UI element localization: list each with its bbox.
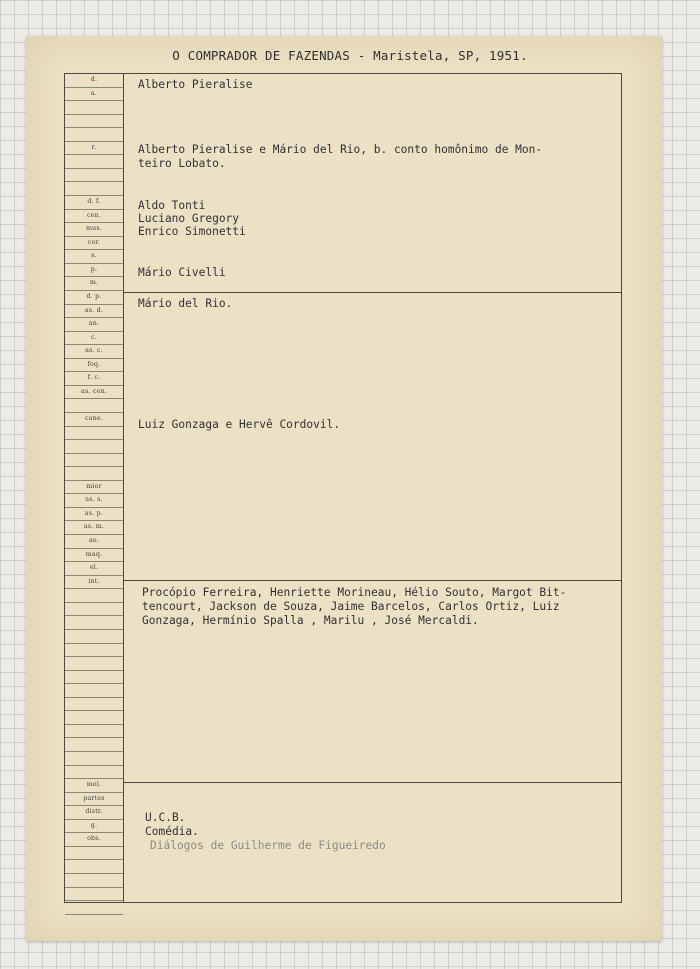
card-title: O COMPRADOR DE FAZENDAS - Maristela, SP, 1951. <box>172 48 528 63</box>
label-cell: g. <box>65 820 123 834</box>
observations-entry: Diálogos de Guilherme de Figueiredo <box>150 839 386 852</box>
label-cell <box>65 888 123 902</box>
label-cell: foq. <box>65 359 123 373</box>
label-cell <box>65 698 123 712</box>
label-cell: ae. <box>65 535 123 549</box>
script-entry-line1: Alberto Pieralise e Mário del Rio, b. conto homônimo de Mon- <box>138 143 543 156</box>
script-entry-line2: teiro Lobato. <box>138 157 226 170</box>
cast-entry-line1: Procópio Ferreira, Henriette Morineau, Hélio Souto, Margot Bit- <box>142 586 567 599</box>
label-cell <box>65 766 123 780</box>
label-cell <box>65 874 123 888</box>
label-cell: d. <box>65 74 123 88</box>
section-divider-crew <box>123 580 621 581</box>
production-director-entry: Mário del Rio. <box>138 297 233 310</box>
label-cell <box>65 725 123 739</box>
label-cell <box>65 467 123 481</box>
label-cell: as. m. <box>65 521 123 535</box>
label-cell <box>65 630 123 644</box>
label-cell <box>65 169 123 183</box>
songs-entry: Luiz Gonzaga e Hervê Cordovil. <box>138 418 341 431</box>
label-cell: as. d. <box>65 305 123 319</box>
section-divider-cast <box>123 782 621 783</box>
label-cell <box>65 399 123 413</box>
label-cell: partes <box>65 793 123 807</box>
label-cell: as. p. <box>65 508 123 522</box>
genre-entry: Comédia. <box>145 825 199 838</box>
label-cell: as. cen. <box>65 386 123 400</box>
label-cell: distr. <box>65 806 123 820</box>
label-cell: c. <box>65 332 123 346</box>
label-cell: as. c. <box>65 345 123 359</box>
label-cell: s. <box>65 250 123 264</box>
label-cell <box>65 603 123 617</box>
label-cell <box>65 684 123 698</box>
label-cell <box>65 128 123 142</box>
label-cell: mel. <box>65 779 123 793</box>
label-cell: m. <box>65 277 123 291</box>
label-cell: as. s. <box>65 494 123 508</box>
label-cell <box>65 901 123 915</box>
label-cell <box>65 182 123 196</box>
label-cell <box>65 440 123 454</box>
label-cell: r. <box>65 142 123 156</box>
label-cell <box>65 860 123 874</box>
label-cell <box>65 847 123 861</box>
label-cell <box>65 657 123 671</box>
director-entry: Alberto Pieralise <box>138 78 253 91</box>
label-cell <box>65 589 123 603</box>
card-frame <box>64 73 622 903</box>
label-cell <box>65 427 123 441</box>
label-cell: f. c. <box>65 372 123 386</box>
label-cell <box>65 454 123 468</box>
section-divider-credits <box>123 292 621 293</box>
label-cell <box>65 711 123 725</box>
label-cell <box>65 671 123 685</box>
label-cell: el. <box>65 562 123 576</box>
label-cell: maq. <box>65 549 123 563</box>
label-cell: d. f. <box>65 196 123 210</box>
label-cell: cen. <box>65 210 123 224</box>
distributor-entry: U.C.B. <box>145 811 186 824</box>
label-cell <box>65 616 123 630</box>
label-cell: p. <box>65 264 123 278</box>
photography-entry: Aldo Tonti <box>138 199 206 212</box>
label-cell <box>65 644 123 658</box>
label-cell <box>65 101 123 115</box>
label-cell <box>65 738 123 752</box>
label-cell: a. <box>65 88 123 102</box>
column-divider <box>123 74 124 902</box>
label-cell <box>65 155 123 169</box>
label-column <box>65 74 123 902</box>
label-cell: mier <box>65 481 123 495</box>
label-cell: obs. <box>65 833 123 847</box>
producer-entry: Mário Civelli <box>138 266 226 279</box>
sets-entry: Luciano Gregory <box>138 212 240 225</box>
label-cell: cane. <box>65 413 123 427</box>
label-cell: mus. <box>65 223 123 237</box>
label-cell <box>65 752 123 766</box>
label-cell <box>65 115 123 129</box>
label-cell: cor. <box>65 237 123 251</box>
music-entry: Enrico Simonetti <box>138 225 246 238</box>
cast-entry-line2: tencourt, Jackson de Souza, Jaime Barcelos, Carlos Ortiz, Luiz <box>142 600 560 613</box>
cast-entry-line3: Gonzaga, Hermínio Spalla , Marilu , José Mercaldi. <box>142 614 479 627</box>
label-cell: an. <box>65 318 123 332</box>
label-cell: d. p. <box>65 291 123 305</box>
label-cell: int. <box>65 576 123 590</box>
